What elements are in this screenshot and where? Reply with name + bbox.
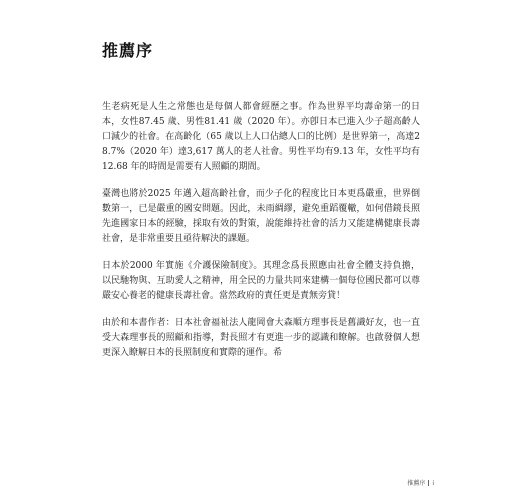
paragraph-3: 日本於2000 年實施《介護保險制度》。其理念爲長照應由社會全體支持負擔，以民馳物與、互助愛人之精神，用全民的力量共同來建構一個每位國民都可以尊嚴安心養老的健康長壽社會。當然政府的責任更是責無旁貸！: [102, 261, 420, 301]
footer-section-label: 推薦序: [407, 480, 426, 487]
page-number: i: [432, 480, 434, 487]
section-heading: 推薦序: [102, 41, 154, 60]
body-text: [102, 100, 420, 373]
paragraph-1: 生老病死是人生之常態也是每個人都會經歷之事。作為世界平均壽命第一的日本，女性87.45 歲、男性81.41 歲（2020 年）。亦卽日本已進入少子超高齡人口減少的社會。在高齡化（65 歲以上人口佔總人口的比例）是世界第一，高達28.7%（2020 年）達3,617 萬人的老人社會。男性平均有9.13 年，女性平均有12.68 年的時間是需要有人照顧的期間。: [102, 102, 420, 172]
page-footer: [407, 478, 434, 487]
paragraph-4: 由於和本書作者：日本社會福祉法人龍岡會大森順方理事長是舊識好友，也一直受大森理事長的照顧和指導，對長照才有更進一步的認識和瞭解。也啟發個人想更深入瞭解日本的長照制度和實際的運作。希: [102, 318, 420, 358]
paragraph-2: 臺灣也將於2025 年邁入超高齡社會，而少子化的程度比日本更爲嚴重，世界倒數第一，已是嚴重的國安問題。因此，未雨綢繆，避免重蹈覆轍，如何借鏡長照先進國家日本的經驗，採取有效的對策，說能維持社會的活力又能建構健康長壽社會，是非常重要且亟待解決的課題。: [102, 189, 420, 244]
footer-separator: [428, 480, 429, 486]
